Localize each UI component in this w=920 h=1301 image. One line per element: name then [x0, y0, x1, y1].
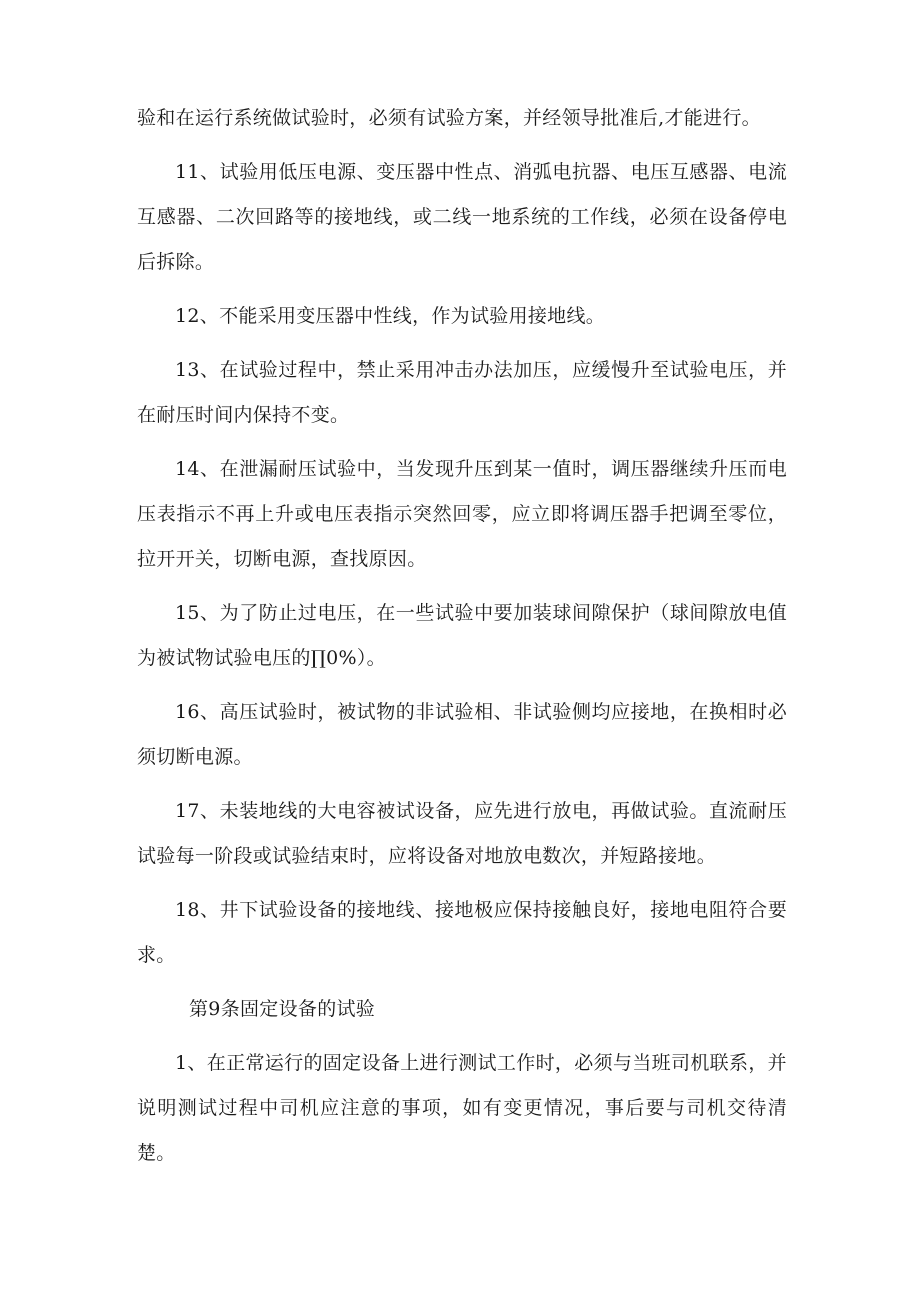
paragraph-item-15: 15、为了防止过电压，在一些试验中要加装球间隙保护（球间隙放电值为被试物试验电压的∏0%）。	[137, 602, 787, 669]
document-body	[137, 96, 787, 1185]
paragraph-item-1: 1、在正常运行的固定设备上进行测试工作时，必须与当班司机联系，并说明测试过程中司机应注意的事项，如有变更情况，事后要与司机交待清楚。	[137, 1052, 787, 1164]
paragraph-item-17: 17、未装地线的大电容被试设备，应先进行放电，再做试验。直流耐压试验每一阶段或试验结束时，应将设备对地放电数次，并短路接地。	[137, 800, 787, 867]
paragraph-item-11: 11、试验用低压电源、变压器中性点、消弧电抗器、电压互感器、电流互感器、二次回路等的接地线，或二线一地系统的工作线，必须在设备停电后拆除。	[137, 161, 787, 273]
paragraph-item-13: 13、在试验过程中，禁止采用冲击办法加压，应缓慢升至试验电压，并在耐压时间内保持不变。	[137, 359, 787, 426]
paragraph-item-18: 18、井下试验设备的接地线、接地极应保持接触良好，接地电阻符合要求。	[137, 899, 787, 966]
paragraph-item-12: 12、不能采用变压器中性线，作为试验用接地线。	[175, 305, 606, 327]
paragraph-item-16: 16、高压试验时，被试物的非试验相、非试验侧均应接地，在换相时必须切断电源。	[137, 701, 787, 768]
paragraph-item-14: 14、在泄漏耐压试验中，当发现升压到某一值时，调压器继续升压而电压表指示不再上升或电压表指示突然回零，应立即将调压器手把调至零位，拉开开关，切断电源，查找原因。	[137, 458, 787, 570]
paragraph-continuation: 验和在运行系统做试验时，必须有试验方案，并经领导批准后,才能进行。	[137, 107, 761, 129]
section-heading: 第9条固定设备的试验	[189, 998, 376, 1020]
